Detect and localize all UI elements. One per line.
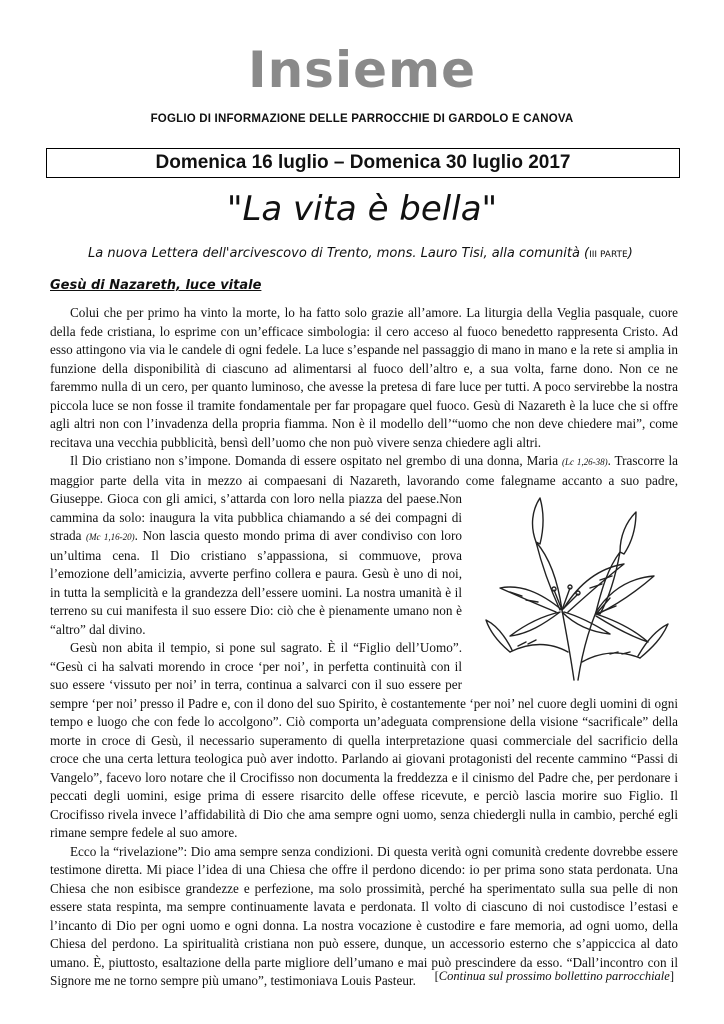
masthead-title: Insieme bbox=[247, 41, 477, 99]
subtitle-text: La nuova Lettera dell'arcivescovo di Trento, mons. Lauro Tisi, alla comunità ( bbox=[88, 246, 590, 261]
p2-text-c: Non cammina da solo: inaugura la vita pubblica chiamando a sé dei compagni di strada bbox=[50, 491, 462, 543]
scripture-ref-2: (Mc 1,16-20) bbox=[85, 532, 135, 542]
paragraph-2 bbox=[50, 452, 678, 639]
subtitle-close: ) bbox=[627, 246, 633, 261]
p2-text-d: . Non lascia questo mondo prima di aver condiviso con loro un’ultima cena. Il Dio cristiano s’appassiona, si commuove, prova l’emozione dell’amicizia, avverte perfino collera e paura. Gesù è uno di noi, in tutta la semplicità e la grandezza dell’essere uomini. La nostra umanità è il terreno su cui manifesta il suo essere Dio: ciò che è pienamente umano non è “altro” dal divino. bbox=[50, 528, 462, 637]
article-subtitle bbox=[88, 244, 708, 265]
article-body bbox=[50, 304, 678, 991]
continued-note bbox=[435, 969, 674, 984]
scripture-ref: (Lc 1,26-38) bbox=[561, 457, 608, 467]
newsletter-subheading: FOGLIO DI INFORMAZIONE DELLE PARROCCHIE DI GARDOLO E CANOVA bbox=[150, 113, 574, 125]
continued-close: ] bbox=[669, 969, 674, 983]
section-heading: Gesù di Nazareth, luce vitale bbox=[50, 278, 262, 293]
continued-open: [ bbox=[434, 969, 439, 983]
paragraph-4: Ecco la “rivelazione”: Dio ama sempre senza condizioni. Di questa verità ogni comunità credente dovrebbe essere testimone diretta. Mi piace l’idea di una Chiesa che offre il perdono dicendo: io per prima sono stata perdonata. Una Chiesa che non esibisce grandezze e perfezione, ma solo prossimità, perché ha sperimentato sulla sua pelle di non essere stata respinta, ma sempre continuamente lavata e perdonata. Il volto di ciascuno di noi custodisce l’estasi e l’incanto di Dio per ogni uomo e ogni donna. La nostra vocazione è custodire e fare memoria, ad ogni uomo, della Chiesa del perdono. La spiritualità cristiana non può essere, dunque, un accessorio esterno che s’appiccica al dato umano. È, piuttosto, esaltazione della parte migliore dell’umano e mai può prescindere da esso. “Dall’incontro con il Signore me ne torno sempre più umano”, testimoniava Louis Pasteur. bbox=[50, 843, 678, 988]
continued-text: Continua sul prossimo bollettino parrocchiale bbox=[438, 969, 670, 983]
date-range-box: Domenica 16 luglio – Domenica 30 luglio 2017 bbox=[46, 148, 680, 178]
lily-flower-icon bbox=[470, 492, 678, 682]
p2-text-a: Il Dio cristiano non s’impone. Domanda di essere ospitato nel grembo di una donna, Maria bbox=[70, 453, 562, 468]
article-title: "La vita è bella" bbox=[226, 189, 498, 229]
subtitle-part: III PARTE bbox=[589, 250, 628, 260]
paragraph-3: Gesù non abita il tempio, si pone sul sagrato. È il “Figlio dell’Uomo”. “Gesù ci ha salvati morendo in croce ‘per noi’, in perfetta continuità con il suo essere ‘vissuto per noi’ in terra, continua a salvarci con il suo essere per sempre ‘per noi’ presso il Padre e, con il dono del suo Spirito, è costantemente ‘per noi’ nel cuore degli uomini di ogni tempo e luogo che con fede lo accolgono”. Ciò comporta un’adeguata comprensione della visione “sacrificale” della morte in croce di Gesù, il necessario superamento di quella interpretazione quasi commerciale del sacrificio della croce che una certa lettura teologica può aver indotto. Parlando ai giovani protagonisti del recente cammino “Passi di Vangelo”, facevo loro notare che il Crocifisso non documenta la freddezza e il cinismo del Padre che, per perdonare i peccati degli uomini, esige prima di essere risarcito delle offese ricevute, e perciò lascia morire suo Figlio. Il Crocifisso rivela invece l’affidabilità di Dio che ama sempre ogni uomo, senza chiedergli nulla in cambio, perché egli rimane sempre fedele al suo amore. bbox=[50, 640, 678, 840]
paragraph-1: Colui che per primo ha vinto la morte, lo ha fatto solo grazie all’amore. La liturgia della Veglia pasquale, cuore della fede cristiana, lo esprime con un’efficace simbologia: il cero acceso al fuoco benedetto rappresenta Cristo. Ad esso attingono via via le candele di ogni fedele. La luce s’espande nel passaggio di mano in mano e la rete si amplia in funzione della disponibilità di ciascuno ad alimentarsi al fuoco dell’altro e, a sua volta, farne dono. Non ce ne faremmo nulla di un cero, per quanto luminoso, che avesse la pretesa di fare luce per tutti. A poco servirebbe la nostra piccola luce se non fosse il tramite fondamentale per far propagare quel fuoco. Gesù di Nazareth è la luce che si offre agli altri non con l’invadenza della propria fiamma. Non è il modello dell’“uomo che non deve chiedere mai”, come recitava una vecchia pubblicità, bensì dell’uomo che non può vivere senza chiedere agli altri. bbox=[50, 305, 678, 450]
p2-text-b: . Trascorre la maggior parte della vita in mezzo ai compaesani di Nazareth, lavorando come falegname accanto a suo padre, Giuseppe. Gioca con gli amici, s’attarda con loro nella piazza del paese. bbox=[50, 453, 678, 506]
